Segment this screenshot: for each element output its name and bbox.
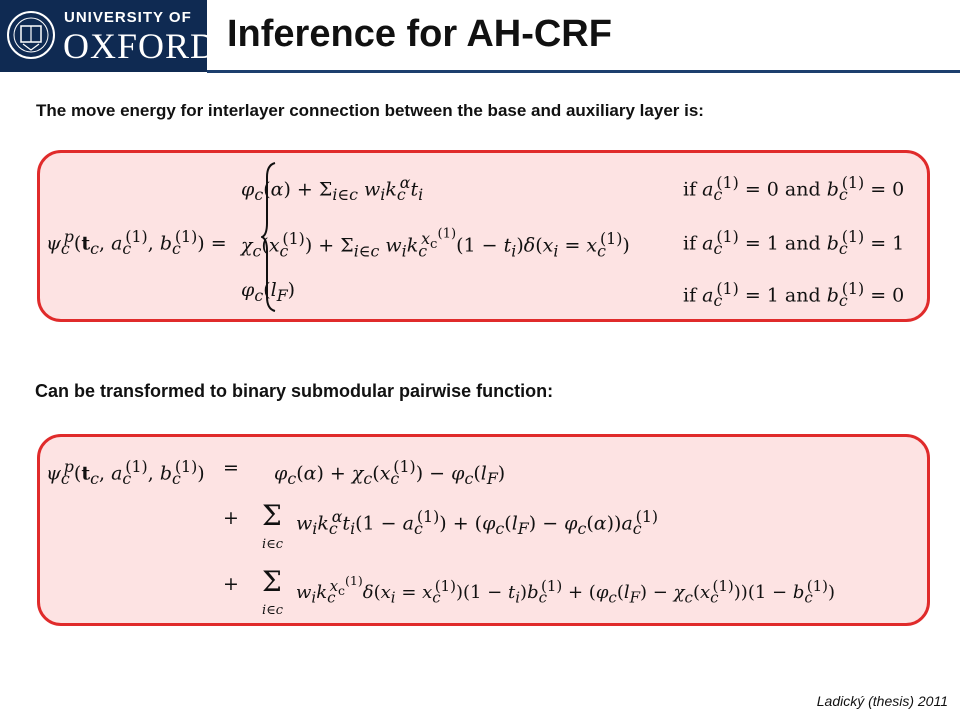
- equation1-case2: $\chi_c(x_c^{(1)}) + \Sigma_{i\in c}$ $w_ik_c^{x_c^{(1)}}(1 - t_i)\delta(x_i = x_c^{(1)})$: [241, 227, 630, 261]
- equation2-op1: =: [223, 457, 239, 479]
- sum-icon-1: Σ: [262, 499, 282, 532]
- sum-icon-2: Σ: [262, 565, 282, 598]
- equation1-cond3: if $a_c^{(1)} = 1$ and $b_c^{(1)} = 0$: [683, 279, 905, 311]
- sum-index-1: i∈c: [262, 537, 284, 552]
- intro-text: The move energy for interlayer connection between the base and auxiliary layer is:: [36, 101, 704, 120]
- equation1-case1: $\varphi_c(\alpha) + \Sigma_{i\in c}$ $w_ik_c^\alpha t_i$: [241, 173, 424, 205]
- title-rule: [207, 70, 960, 73]
- sum-index-2: i∈c: [262, 603, 284, 618]
- equation1-cond1: if $a_c^{(1)} = 0$ and $b_c^{(1)} = 0$: [683, 173, 905, 205]
- citation: Ladický (thesis) 2011: [816, 693, 948, 709]
- logo-line1: UNIVERSITY OF: [64, 9, 192, 26]
- equation2-op2: +: [223, 507, 239, 529]
- slide-title: Inference for AH-CRF: [227, 13, 612, 55]
- equation2-line3: $w_ik_c^{x_c^{(1)}}\delta(x_i = x_c^{(1)})(1 - t_i)b_c^{(1)} + (\varphi_c(l_F) - \chi_c(x_c^{(1)}))(1 - b_c^{(1)})$: [296, 573, 836, 607]
- equation2-op3: +: [223, 573, 239, 595]
- oxford-crest-icon: [6, 6, 56, 64]
- equation-box-2: [37, 434, 930, 626]
- equation1-lhs: $\psi_c^p(t_c$, $a_c^{(1)}$, $b_c^{(1)}$) =: [46, 227, 227, 259]
- equation2-line2: $w_ik_c^\alpha t_i(1 - a_c^{(1)}) + (\varphi_c(l_F) - \varphi_c(\alpha))a_c^{(1)}$: [296, 507, 659, 539]
- equation1-cond2: if $a_c^{(1)} = 1$ and $b_c^{(1)} = 1$: [683, 227, 905, 259]
- university-logo: [0, 0, 218, 72]
- transform-text: Can be transformed to binary submodular pairwise function:: [35, 381, 554, 401]
- equation-box-1: [37, 150, 930, 322]
- equation2-line1: $\varphi_c(\alpha) + \chi_c(x_c^{(1)}) - \varphi_c(l_F)$: [274, 457, 506, 489]
- equation2-lhs: $\psi_c^p(t_c$, $a_c^{(1)}$, $b_c^{(1)}$): [46, 457, 205, 489]
- equation1-case3: $\varphi_c(l_F)$: [241, 279, 296, 305]
- logo-line2: OXFORD: [63, 26, 218, 66]
